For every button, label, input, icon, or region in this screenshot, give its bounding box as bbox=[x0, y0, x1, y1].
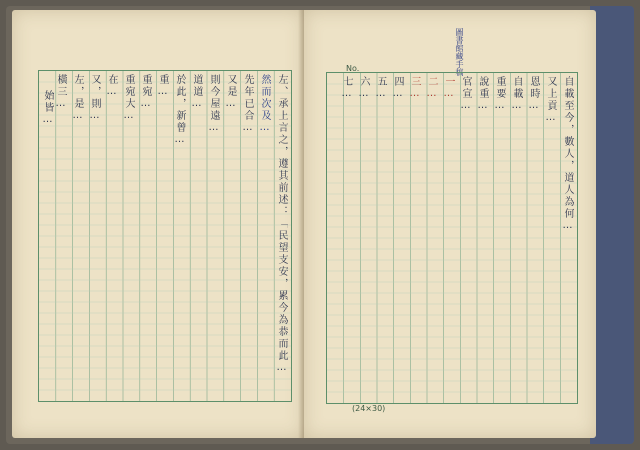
left-page bbox=[12, 10, 304, 438]
right-col-4: 自載… bbox=[511, 76, 522, 113]
right-col-6: 說重… bbox=[477, 76, 488, 113]
left-col-14: 橫三… bbox=[55, 74, 66, 111]
left-col-11: 在… bbox=[106, 74, 117, 99]
right-page bbox=[304, 10, 596, 438]
right-col-1: 自載至今，數人，道人為何… bbox=[562, 76, 573, 233]
left-col-8: 重… bbox=[157, 74, 168, 99]
left-col-1: 左、承上言之，遵其前述：「民望支安，累今為恭而此… bbox=[276, 74, 287, 375]
left-col-5: 則今屋遠… bbox=[208, 74, 219, 135]
right-col-12: 五… bbox=[375, 76, 386, 101]
right-col-13: 六… bbox=[358, 76, 369, 101]
left-col-7: 於此，新曾… bbox=[174, 74, 185, 147]
left-col-2: 然而次及… bbox=[259, 74, 270, 135]
right-col-10: 三… bbox=[409, 76, 420, 101]
right-col-11: 四… bbox=[392, 76, 403, 101]
right-col-8: 一… bbox=[443, 76, 454, 101]
left-col-15: 始皆… bbox=[42, 90, 53, 127]
archive-note: 圖書館藏手稿 bbox=[455, 28, 464, 76]
right-col-3: 恩時… bbox=[528, 76, 539, 113]
right-col-14: 七… bbox=[341, 76, 352, 101]
left-col-9: 重宛… bbox=[140, 74, 151, 111]
page-number-label: No. bbox=[346, 64, 360, 73]
left-col-10: 重宛大… bbox=[123, 74, 134, 123]
left-col-4: 又是… bbox=[225, 74, 236, 111]
back-cover-edge bbox=[590, 6, 634, 444]
left-col-3: 先年已合… bbox=[242, 74, 253, 135]
grid-size-label: (24×30) bbox=[352, 404, 386, 413]
left-col-6: 道道… bbox=[191, 74, 202, 111]
right-col-2: 又上貢… bbox=[545, 76, 556, 125]
right-col-7: 官宣… bbox=[460, 76, 471, 113]
left-col-12: 又，則… bbox=[89, 74, 100, 123]
right-col-5: 重要… bbox=[494, 76, 505, 113]
left-col-13: 左，是… bbox=[72, 74, 83, 123]
right-col-9: 二… bbox=[426, 76, 437, 101]
